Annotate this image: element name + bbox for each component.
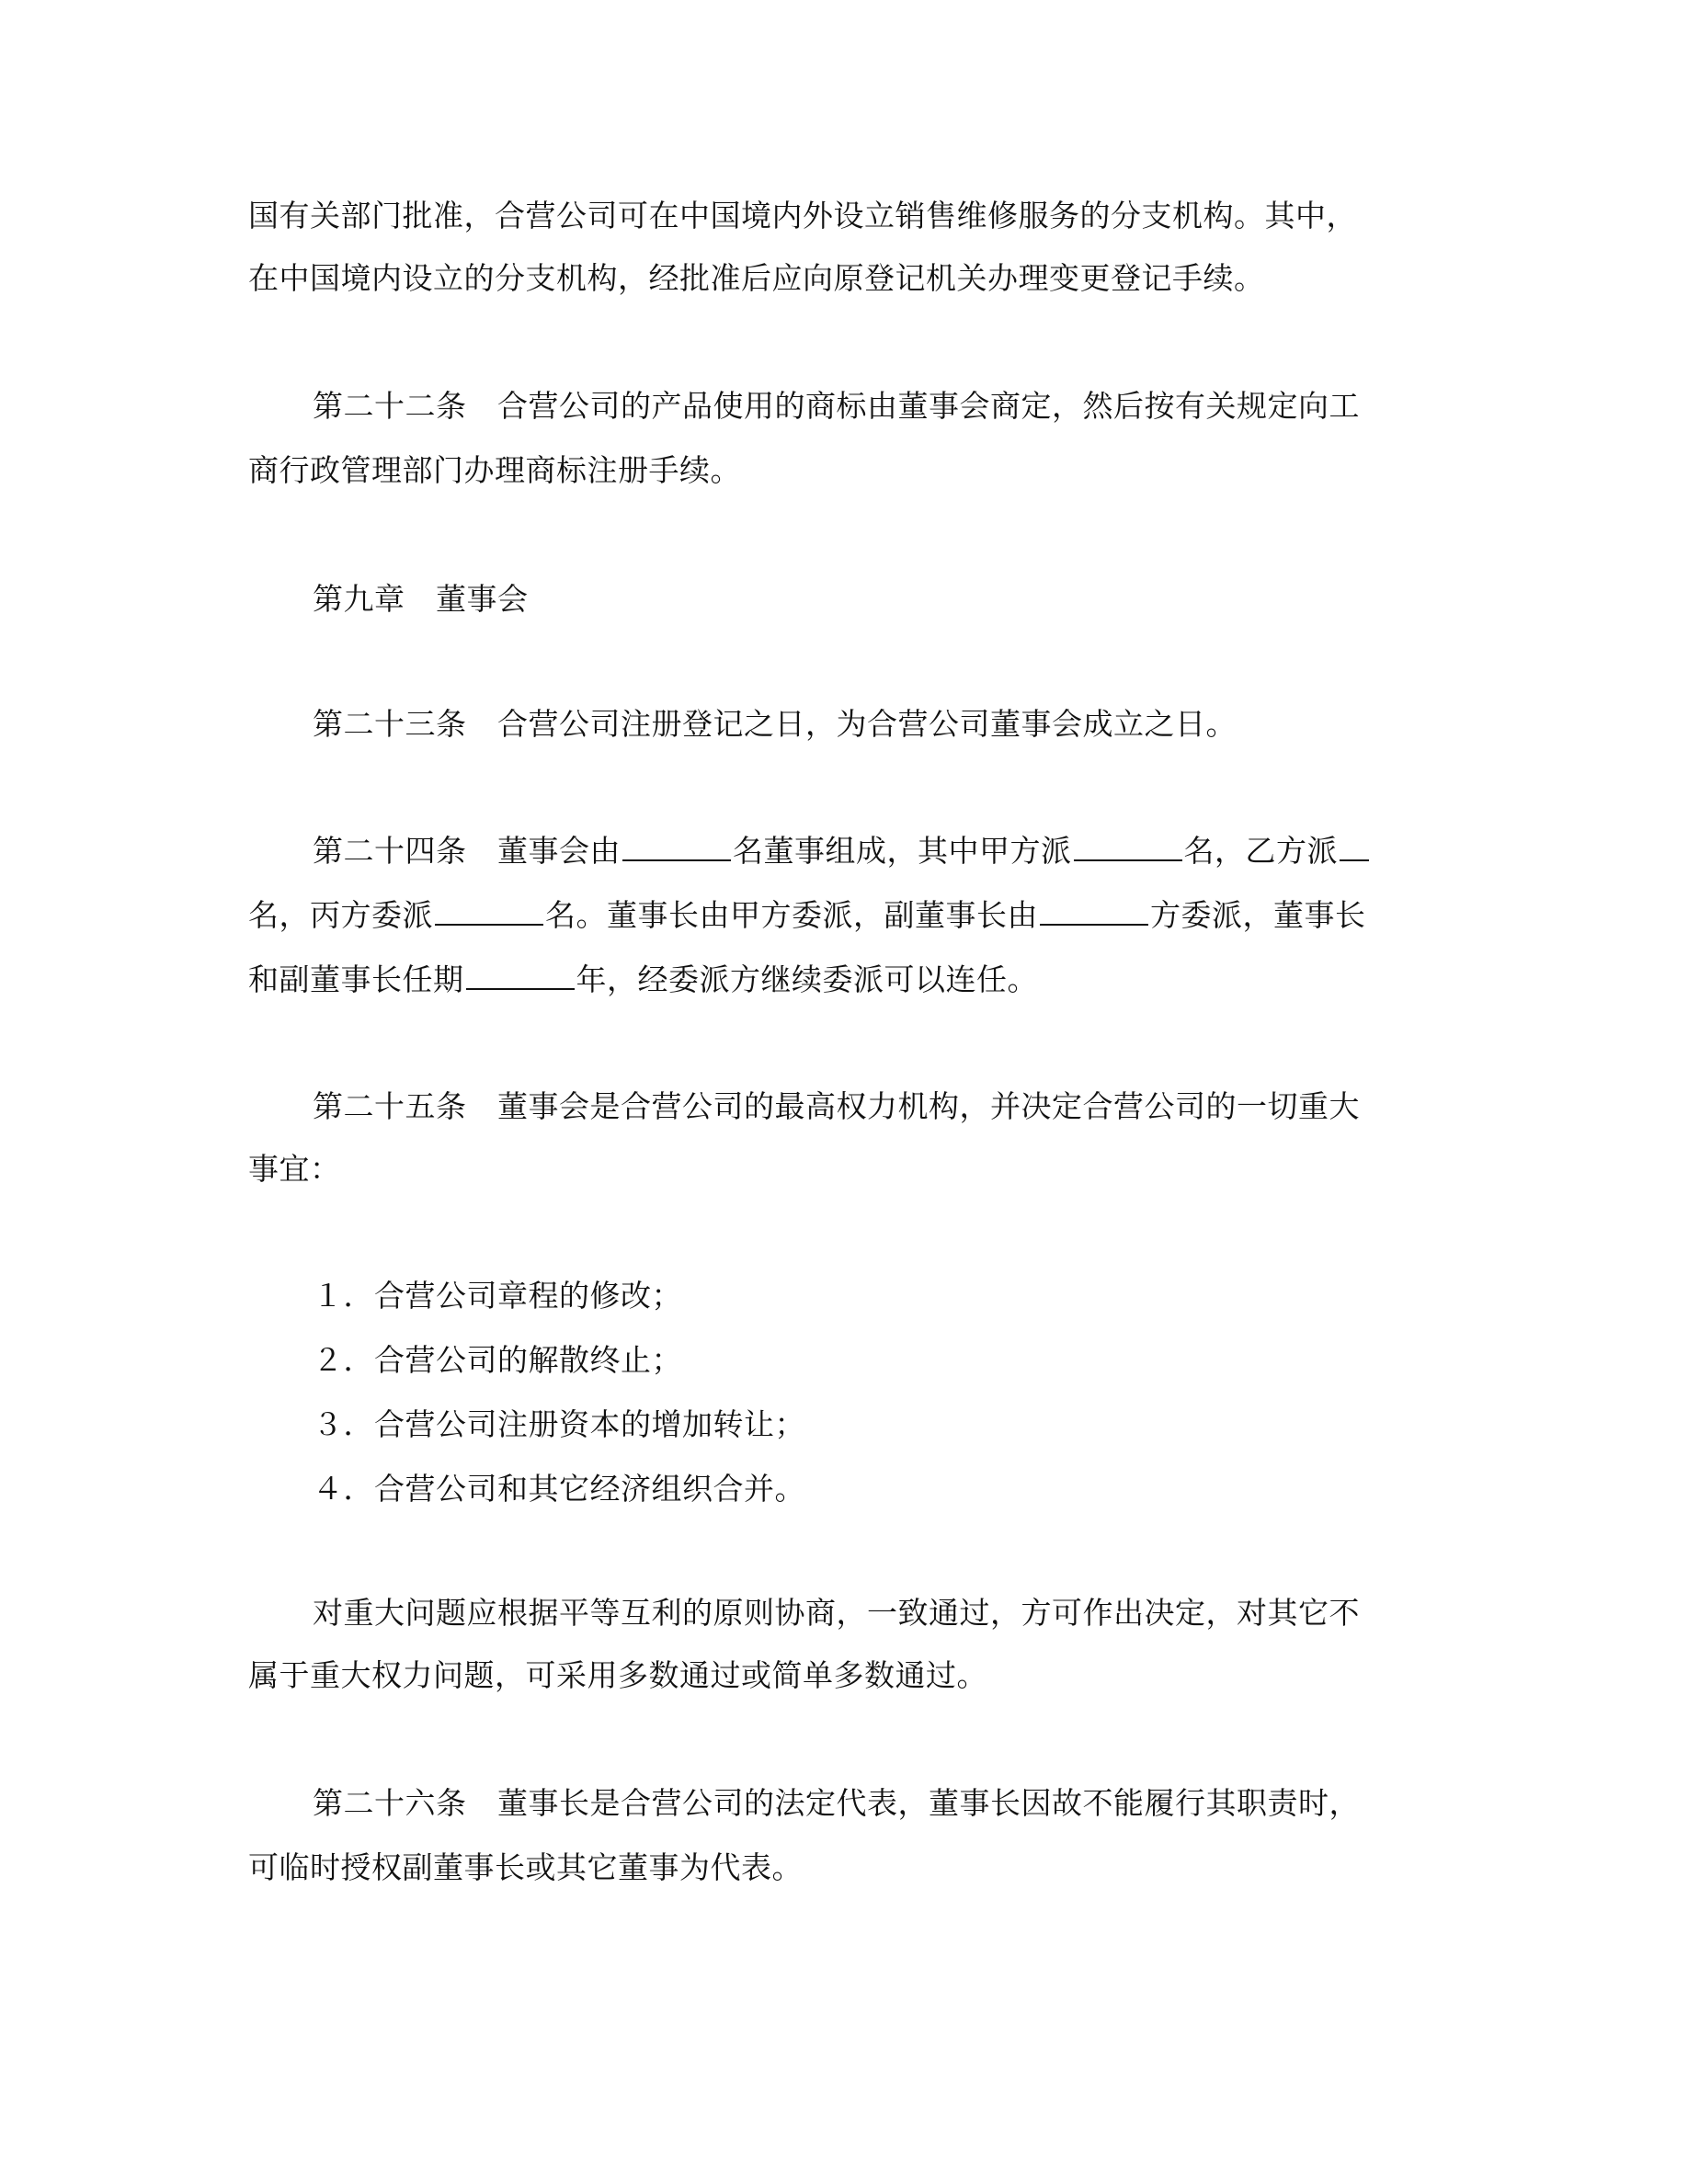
article-24-text: 名。董事长由甲方委派，副董事长由 [545,897,1038,933]
article-26-line: 第二十六条 董事长是合营公司的法定代表，董事长因故不能履行其职责时， [313,1785,1360,1821]
article-25-line: 第二十五条 董事会是合营公司的最高权力机构，并决定合营公司的一切重大 [313,1088,1360,1124]
article-24-line [313,832,1371,870]
article-24-text: 和副董事长任期 [248,961,464,997]
blank-field [435,896,543,926]
article-26-line: 可临时授权副董事长或其它董事为代表。 [248,1849,803,1885]
list-item: ２．合营公司的解散终止； [313,1342,682,1378]
chapter-heading: 第九章 董事会 [313,581,529,617]
paragraph-line: 对重大问题应根据平等互利的原则协商，一致通过，方可作出决定，对其它不 [313,1595,1360,1631]
blank-field [1074,832,1182,861]
article-24-text: 年，经委派方继续委派可以连任。 [576,961,1038,997]
article-24-text: 名董事组成，其中甲方派 [733,833,1072,869]
article-24-text: 第二十四条 董事会由 [313,833,621,869]
article-24-line [248,961,1038,998]
blank-field [1340,832,1369,861]
blank-field [622,832,731,861]
list-item: ４．合营公司和其它经济组织合并。 [313,1471,805,1507]
article-22-line: 商行政管理部门办理商标注册手续。 [248,452,741,488]
article-23-line: 第二十三条 合营公司注册登记之日，为合营公司董事会成立之日。 [313,706,1237,742]
article-24-line [248,896,1366,934]
paragraph-line: 国有关部门批准，合营公司可在中国境内外设立销售维修服务的分支机构。其中， [248,198,1357,233]
paragraph-line: 在中国境内设立的分支机构，经批准后应向原登记机关办理变更登记手续。 [248,260,1265,296]
list-item: １．合营公司章程的修改； [313,1278,682,1314]
paragraph-line: 属于重大权力问题，可采用多数通过或简单多数通过。 [248,1657,987,1693]
blank-field [1040,896,1148,926]
article-24-text: 方委派，董事长 [1150,897,1366,933]
article-24-text: 名，乙方派 [1183,833,1338,869]
article-22-line: 第二十二条 合营公司的产品使用的商标由董事会商定，然后按有关规定向工 [313,388,1360,424]
article-25-line: 事宜： [248,1151,341,1187]
article-24-text: 名，丙方委派 [248,897,433,933]
list-item: ３．合营公司注册资本的增加转让； [313,1406,805,1442]
blank-field [466,961,575,990]
